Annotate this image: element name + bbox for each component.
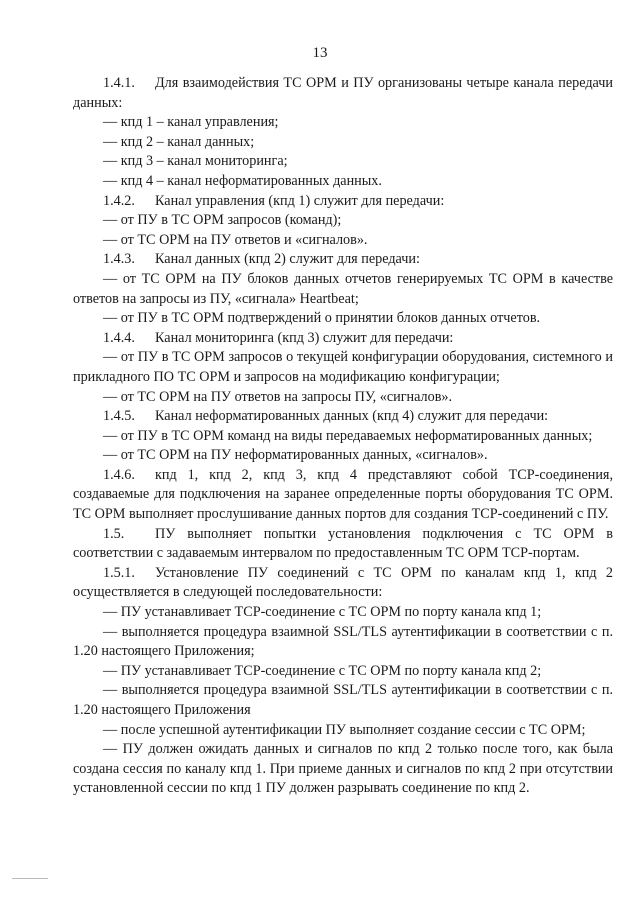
list-item: — от ТС ОРМ на ПУ блоков данных отчетов генерируемых ТС ОРМ в качестве ответов на запросы из ПУ, «сигнала» Heartbeat;: [73, 270, 613, 309]
numbered-paragraph: [73, 564, 613, 603]
section-number: 1.5.1.: [103, 564, 135, 581]
list-item: — от ПУ в ТС ОРМ запросов (команд);: [73, 211, 613, 231]
list-item: — выполняется процедура взаимной SSL/TLS аутентификации в соответствии с п. 1.20 настоящего Приложения: [73, 681, 613, 720]
paragraph-text: кпд 1, кпд 2, кпд 3, кпд 4 представляют собой TCP-соединения, создаваемые для подключения на заранее определенные порты оборудования ТС ОРМ. ТС ОРМ выполняет прослушивание данных портов для создания TCP-соединений с ПУ.: [73, 466, 613, 523]
numbered-paragraph: [73, 250, 613, 270]
numbered-paragraph: [73, 74, 613, 113]
paragraph-text: Канал неформатированных данных (кпд 4) служит для передачи:: [155, 408, 549, 425]
list-item: — от ТС ОРМ на ПУ неформатированных данных, «сигналов».: [73, 446, 613, 466]
scan-edge-mark: [12, 878, 48, 879]
list-item: — кпд 3 – канал мониторинга;: [73, 152, 613, 172]
section-number: 1.4.6.: [103, 466, 135, 483]
paragraph-text: Канал мониторинга (кпд 3) служит для передачи:: [155, 329, 454, 346]
list-item: — от ТС ОРМ на ПУ ответов и «сигналов».: [73, 231, 613, 251]
numbered-paragraph: [73, 466, 613, 525]
section-number: 1.4.5.: [103, 408, 135, 425]
list-item: — ПУ устанавливает TCP-соединение с ТС ОРМ по порту канала кпд 2;: [73, 662, 613, 682]
paragraph-text: ПУ выполняет попытки установления подключения с ТС ОРМ в соответствии с задаваемым интервалом по предоставленным ТС ОРМ TCP-портам.: [73, 525, 613, 562]
paragraph-text: Канал данных (кпд 2) служит для передачи:: [155, 251, 420, 268]
numbered-paragraph: [73, 407, 613, 427]
list-item: — ПУ устанавливает TCP-соединение с ТС ОРМ по порту канала кпд 1;: [73, 603, 613, 623]
numbered-paragraph: [73, 329, 613, 349]
paragraph-text: Для взаимодействия ТС ОРМ и ПУ организованы четыре канала передачи данных:: [73, 75, 613, 111]
list-item: — от ПУ в ТС ОРМ команд на виды передаваемых неформатированных данных;: [73, 427, 613, 447]
list-item: — от ПУ в ТС ОРМ подтверждений о принятии блоков данных отчетов.: [73, 309, 613, 329]
numbered-paragraph: [73, 525, 613, 564]
list-item: — от ТС ОРМ на ПУ ответов на запросы ПУ, «сигналов».: [73, 388, 613, 408]
paragraph-text: Установление ПУ соединений с ТС ОРМ по каналам кпд 1, кпд 2 осуществляется в следующей последовательности:: [73, 564, 613, 601]
section-number: 1.4.4.: [103, 329, 135, 346]
list-item: — кпд 2 – канал данных;: [73, 133, 613, 153]
section-number: 1.4.3.: [103, 251, 135, 268]
section-number: 1.4.1.: [103, 75, 135, 91]
paragraph-text: Канал управления (кпд 1) служит для передачи:: [155, 192, 445, 209]
document-body: [73, 74, 613, 799]
list-item: — кпд 4 – канал неформатированных данных.: [73, 172, 613, 192]
list-item: — выполняется процедура взаимной SSL/TLS аутентификации в соответствии с п. 1.20 настоящего Приложения;: [73, 623, 613, 662]
list-item: — ПУ должен ожидать данных и сигналов по кпд 2 только после того, как была создана сессия по каналу кпд 1. При приеме данных и сигналов по кпд 2 при отсутствии установленной сессии по кпд 1 ПУ должен разрывать соединение по кпд 2.: [73, 740, 613, 799]
section-number: 1.5.: [103, 525, 125, 542]
list-item: — от ПУ в ТС ОРМ запросов о текущей конфигурации оборудования, системного и прикладного ПО ТС ОРМ и запросов на модификацию конфигурации;: [73, 348, 613, 387]
page-number: 13: [312, 45, 328, 61]
list-item: — кпд 1 – канал управления;: [73, 113, 613, 133]
section-number: 1.4.2.: [103, 192, 135, 209]
numbered-paragraph: [73, 192, 613, 212]
list-item: — после успешной аутентификации ПУ выполняет создание сессии с ТС ОРМ;: [73, 721, 613, 741]
